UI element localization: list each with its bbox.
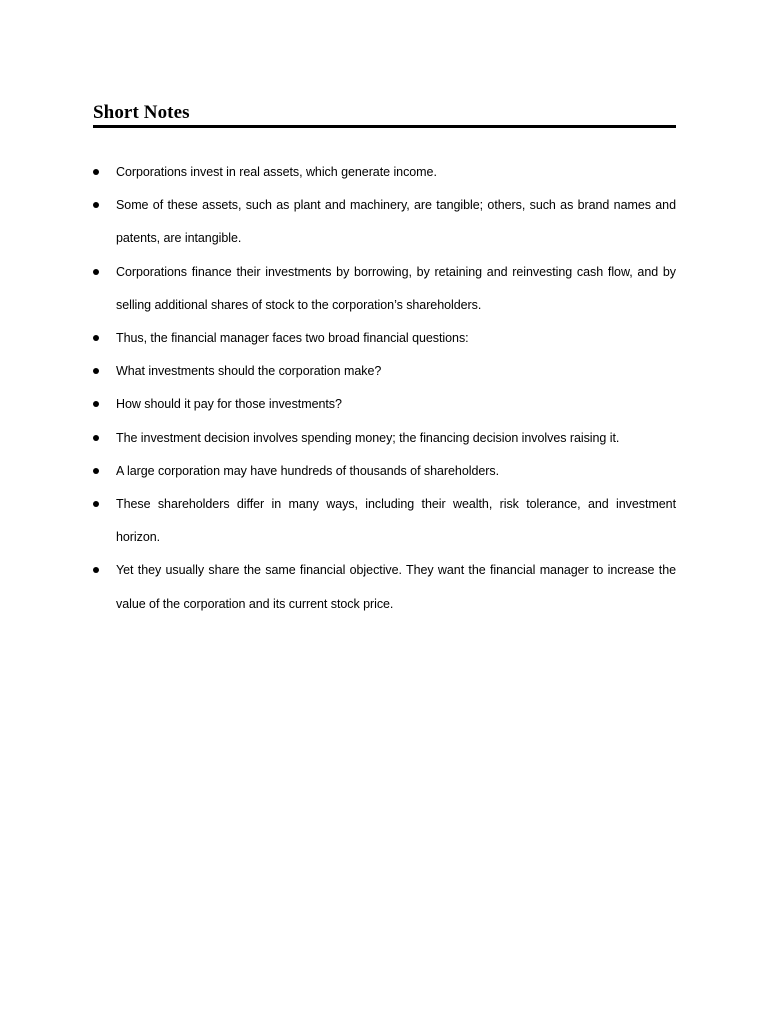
list-item	[93, 322, 676, 355]
bullet-icon	[93, 501, 99, 507]
note-text: These shareholders differ in many ways, including their wealth, risk tolerance, and investment horizon.	[116, 497, 676, 545]
bullet-icon	[93, 567, 99, 573]
page-title: Short Notes	[93, 102, 190, 123]
list-item	[93, 422, 676, 455]
bullet-icon	[93, 169, 99, 175]
note-text: Thus, the financial manager faces two broad financial questions:	[116, 331, 469, 346]
list-item	[93, 455, 676, 488]
list-item	[93, 156, 676, 189]
note-text: What investments should the corporation make?	[116, 364, 382, 379]
note-text: A large corporation may have hundreds of thousands of shareholders.	[116, 463, 500, 478]
bullet-icon	[93, 269, 99, 275]
bullet-icon	[93, 435, 99, 441]
list-item	[93, 355, 676, 388]
bullet-icon	[93, 335, 99, 341]
note-text: Corporations finance their investments by borrowing, by retaining and reinvesting cash flow, and by selling additional shares of stock to the corporation’s shareholders.	[116, 264, 676, 312]
title-underline	[93, 125, 676, 128]
note-text: How should it pay for those investments?	[116, 397, 342, 412]
list-item	[93, 488, 676, 554]
list-item	[93, 554, 676, 620]
note-text: Yet they usually share the same financial objective. They want the financial manager to increase the value of the corporation and its current stock price.	[116, 563, 676, 611]
note-text: The investment decision involves spending money; the financing decision involves raising it.	[116, 430, 620, 445]
list-item	[93, 256, 676, 322]
note-text: Corporations invest in real assets, which generate income.	[116, 165, 437, 179]
note-text: Some of these assets, such as plant and machinery, are tangible; others, such as brand names and patents, are intangible.	[116, 198, 676, 246]
list-item	[93, 189, 676, 255]
notes-list	[93, 156, 676, 621]
bullet-icon	[93, 468, 99, 474]
list-item	[93, 388, 676, 421]
bullet-icon	[93, 401, 99, 407]
bullet-icon	[93, 202, 99, 208]
bullet-icon	[93, 368, 99, 374]
